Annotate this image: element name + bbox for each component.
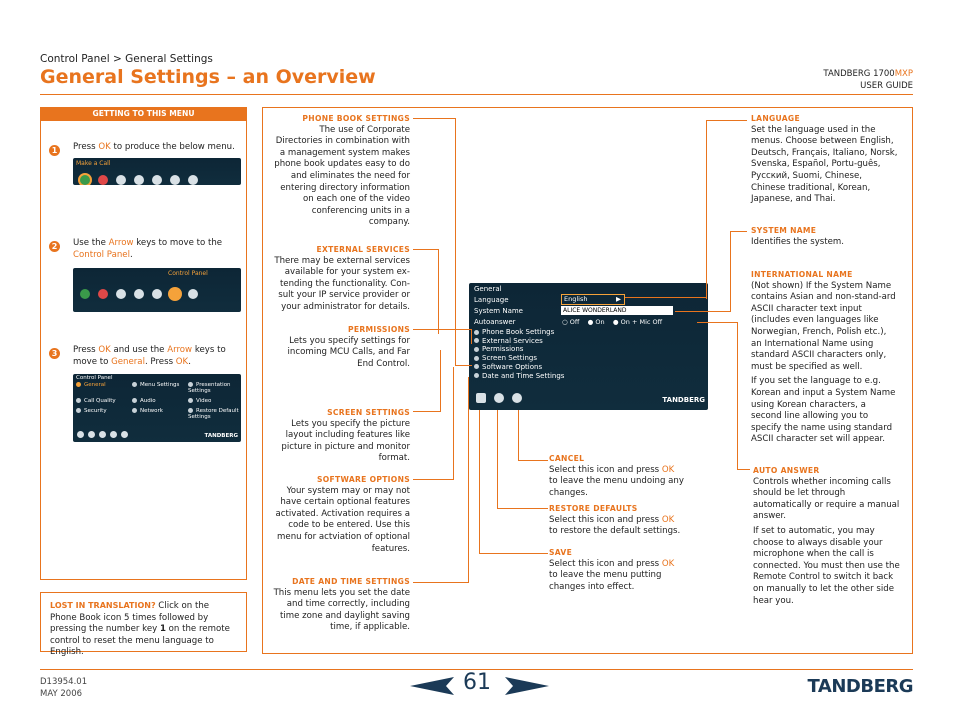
language-label: Language — [474, 296, 509, 304]
step-3-key-c: General — [111, 356, 145, 367]
step-3-text-a: Press — [73, 345, 99, 355]
menu-software[interactable] — [474, 363, 564, 372]
tandberg-logo: TANDBERG — [807, 676, 913, 697]
step-2-screen — [73, 268, 241, 312]
step-1-badge: 1 — [49, 145, 60, 156]
restore-key: OK — [661, 514, 675, 525]
autoanswer-title: AUTO ANSWER — [753, 466, 820, 475]
permissions-title: PERMISSIONS — [348, 325, 410, 334]
control-panel-icon — [170, 175, 180, 185]
software-section — [270, 474, 410, 555]
permissions-section — [270, 324, 410, 370]
save-icon[interactable] — [476, 393, 486, 403]
external-title: EXTERNAL SERVICES — [316, 245, 410, 254]
intlname-body: (Not shown) If the System Name contains Asian and non-stand-ard ASCII character text input (includes even languages like Norwegian, French, Polish etc.), an International Name using standard ASCII characters only, must be specified as well. — [751, 280, 896, 372]
control-panel-icon — [170, 289, 180, 299]
screen-body: Lets you specify the picture layout including features like picture in picture and monitor format. — [281, 418, 410, 464]
phonebook-section — [270, 113, 410, 229]
make-call-icon — [80, 289, 90, 299]
save-key: OK — [661, 558, 675, 569]
step-3-text-e: . — [188, 356, 191, 367]
step-2-text — [73, 238, 243, 261]
autoanswer-body: Controls whether incoming calls should be let through automatically or require a manual answer. — [753, 476, 900, 522]
cp-security-label: Security — [84, 408, 107, 414]
autoanswer-section — [753, 465, 901, 607]
step-3-screen — [73, 374, 241, 442]
language-value: English — [564, 295, 588, 303]
cp-security — [76, 408, 132, 420]
product-name: TANDBERG 1700 — [823, 69, 895, 79]
screen-title: General — [474, 285, 502, 293]
panel-title: GETTING TO THIS MENU — [40, 107, 247, 121]
autoanswer-mic-radio[interactable]: ● On + Mic Off — [612, 318, 663, 326]
save-text-a: Select this icon and press — [549, 558, 662, 569]
menu-external-label: External Services — [482, 336, 543, 345]
systemname-connector-end — [675, 311, 730, 313]
step-3-brand: TANDBERG — [204, 433, 238, 439]
step-3-text-d: . Press — [144, 356, 176, 367]
cancel-connector — [518, 410, 548, 461]
step-2-text-c: . — [129, 249, 133, 260]
menu-permissions-label: Permissions — [482, 345, 524, 354]
datetime-title: DATE AND TIME SETTINGS — [292, 577, 410, 586]
language-title: LANGUAGE — [751, 114, 800, 123]
menu-screen-label: Screen Settings — [482, 354, 538, 363]
cp-call-quality-label: Call Quality — [84, 398, 116, 404]
prev-page-button[interactable] — [410, 675, 454, 701]
phonebook-connector-end — [455, 365, 472, 367]
screen-brand: TANDBERG — [662, 396, 705, 404]
cp-audio-label: Audio — [140, 398, 156, 404]
external-connector — [413, 249, 439, 334]
save-section — [549, 547, 684, 593]
external-section — [270, 244, 410, 314]
system-name-label: System Name — [474, 307, 523, 315]
cp-video — [188, 398, 241, 404]
screen-section — [270, 407, 410, 465]
menu-external[interactable] — [474, 337, 564, 346]
directory-icon — [134, 175, 144, 185]
product-suffix: MXP — [894, 69, 913, 79]
language-connector-end — [625, 297, 707, 299]
phonebook-icon — [116, 175, 126, 185]
cancel-title: CANCEL — [549, 454, 585, 463]
systemname-connector — [730, 231, 747, 312]
cancel-text-a: Select this icon and press — [549, 464, 662, 475]
doc-number: D13954.01 — [40, 677, 88, 687]
tip-text-b: on the remote control to reset the menu language to English. — [50, 624, 230, 658]
software-title: SOFTWARE OPTIONS — [317, 475, 410, 484]
intlname-title: INTERNATIONAL NAME — [751, 270, 853, 279]
language-select[interactable] — [561, 294, 625, 305]
cp-network-label: Network — [140, 408, 163, 414]
systemname-body: Identifies the system. — [751, 236, 845, 247]
datetime-connector — [413, 377, 469, 583]
datetime-section — [270, 576, 410, 634]
step-1-text — [73, 142, 243, 154]
autoanswer-connector-end — [697, 322, 737, 324]
language-body: Set the language used in the menus. Choose between English, Deutsch, Français, Italiano, Norsk, Svenska, Español, Portu-guês, Русский, Suomi, Chinese, Chinese traditional, Korean, Japanese, and Thai. — [751, 124, 898, 205]
phonebook-icon — [116, 289, 126, 299]
product-label — [823, 68, 913, 92]
autoanswer-label: Autoanswer — [474, 318, 516, 326]
restore-defaults-icon[interactable] — [494, 393, 504, 403]
software-body: Your system may or may not have certain optional features activated. Activation requires a code to be entered. Use this menu for actviation of optional features. — [275, 485, 410, 554]
screen-title: SCREEN SETTINGS — [327, 408, 410, 417]
restore-section — [549, 503, 684, 538]
cp-menu-settings-label: Menu Settings — [140, 382, 180, 388]
breadcrumb: Control Panel > General Settings — [40, 53, 213, 65]
autoanswer-off-radio[interactable]: ○ Off — [562, 318, 580, 326]
tip-text-a: Click on the Phone Book icon 5 times followed by pressing the number key — [50, 601, 210, 635]
cp-presentation-label: Presentation Settings — [188, 382, 231, 394]
tip-box — [40, 592, 247, 658]
menu-software-label: Software Options — [482, 362, 543, 371]
autoanswer-options — [562, 318, 662, 326]
doc-date: MAY 2006 — [40, 689, 83, 699]
step-2-screen-label: Control Panel — [168, 270, 208, 277]
cp-general — [76, 382, 132, 394]
datetime-body: This menu lets you set the date and time correctly, including time zone and daylight saving time, if applicable. — [273, 587, 410, 633]
autoanswer-connector — [737, 322, 750, 470]
phonebook-body: The use of Corporate Directories in combination with a management system makes phone book updates easy to do and eliminates the need for entering directory information on each one of the video conferencing units in a company. — [274, 124, 410, 228]
next-page-button[interactable] — [505, 675, 549, 701]
step-3-text — [73, 345, 228, 368]
cp-restore-label: Restore Default Settings — [188, 408, 239, 420]
tip-key: 1 — [159, 624, 166, 635]
step-3-text-b: and use the — [110, 345, 168, 355]
permissions-body: Lets you specify settings for incoming MCU Calls, and Far End Control. — [287, 335, 410, 369]
step-3-badge: 3 — [49, 348, 60, 359]
step-1-text-b: to produce the below menu. — [110, 142, 235, 152]
presentation-icon — [152, 289, 162, 299]
intlname-section — [751, 269, 899, 446]
step-3-key-d: OK — [175, 356, 189, 367]
autoanswer-on-label: On — [595, 318, 605, 326]
restore-text-a: Select this icon and press — [549, 514, 662, 525]
cancel-icon[interactable] — [512, 393, 522, 403]
step-1-screen-label: Make a Call — [76, 160, 111, 167]
save-text-b: to leave the menu putting changes into effect. — [549, 570, 662, 592]
close-icon — [188, 175, 198, 185]
guide-label: USER GUIDE — [860, 81, 913, 91]
step-3-key-b: Arrow — [167, 345, 193, 355]
cp-presentation — [188, 382, 241, 394]
intlname-body-2: If you set the language to e.g. Korean and input a System Name using Korean characters, a second line allowing you to specify the name using standard ASCII character set will appear. — [751, 376, 896, 445]
menu-phonebook[interactable] — [474, 328, 564, 337]
tip-title: LOST IN TRANSLATION? — [50, 601, 156, 610]
cp-audio — [132, 398, 188, 404]
language-section — [751, 113, 899, 206]
systemname-title: SYSTEM NAME — [751, 226, 817, 235]
step-2-badge: 2 — [49, 241, 60, 252]
permissions-connector — [413, 329, 472, 344]
menu-datetime[interactable] — [474, 372, 564, 381]
close-icon — [188, 289, 198, 299]
autoanswer-mic-label: On + Mic Off — [620, 318, 663, 326]
step-3-screen-title: Control Panel — [76, 375, 113, 381]
step-3-text-c: keys to move to — [73, 345, 226, 367]
save-title: SAVE — [549, 548, 573, 557]
make-call-icon — [80, 175, 90, 185]
phonebook-title: PHONE BOOK SETTINGS — [302, 114, 410, 123]
chevron-right-icon: ▶ — [616, 295, 621, 303]
autoanswer-off-label: Off — [569, 318, 580, 326]
at-icon — [98, 175, 108, 185]
step-1-text-a: Press — [73, 142, 99, 152]
step-2-text-b: keys to move to the — [133, 238, 223, 248]
arrow-right-icon — [505, 675, 549, 697]
cancel-text-b: to leave the menu undoing any changes. — [549, 476, 684, 498]
step-3-key-a: OK — [98, 345, 111, 355]
cp-restore — [188, 408, 241, 420]
restore-title: RESTORE DEFAULTS — [549, 504, 638, 513]
footer-doc — [40, 676, 87, 700]
autoanswer-body-2: If set to automatic, you may choose to always disable your microphone when the call is connected. You must then use the Remote Control to switch it back on manually to let the other side hear you. — [753, 525, 900, 606]
cp-general-label: General — [84, 382, 106, 388]
external-body: There may be external services available for your system ex-tending the functionality. Con-sult your IP service provider or your administrator for details. — [274, 255, 410, 312]
step-2-key-b: Control Panel — [73, 249, 130, 260]
page-number: 61 — [463, 670, 491, 695]
step-1-key: OK — [98, 142, 111, 152]
step-2-key-a: Arrow — [108, 238, 134, 248]
directory-icon — [134, 289, 144, 299]
menu-phonebook-label: Phone Book Settings — [482, 328, 555, 336]
menu-permissions[interactable] — [474, 345, 564, 354]
cp-call-quality — [76, 398, 132, 404]
at-icon — [98, 289, 108, 299]
menu-datetime-label: Date and Time Settings — [482, 371, 565, 380]
menu-screen[interactable] — [474, 354, 564, 363]
cancel-key: OK — [661, 464, 675, 475]
page-title: General Settings – an Overview — [40, 66, 376, 88]
general-settings-screen — [469, 283, 708, 410]
systemname-section — [751, 225, 899, 248]
cp-network — [132, 408, 188, 420]
presentation-icon — [152, 175, 162, 185]
cp-video-label: Video — [196, 398, 212, 404]
header-rule — [40, 94, 913, 95]
cp-menu-settings — [132, 382, 188, 394]
step-2-text-a: Use the — [73, 238, 109, 248]
system-name-field[interactable]: ALICE WONDERLAND — [561, 306, 673, 315]
cancel-section — [549, 453, 684, 499]
arrow-left-icon — [410, 675, 454, 697]
restore-text-b: to restore the default settings. — [549, 526, 681, 537]
autoanswer-on-radio[interactable]: ● On — [587, 318, 605, 326]
step-1-screen — [73, 158, 241, 185]
